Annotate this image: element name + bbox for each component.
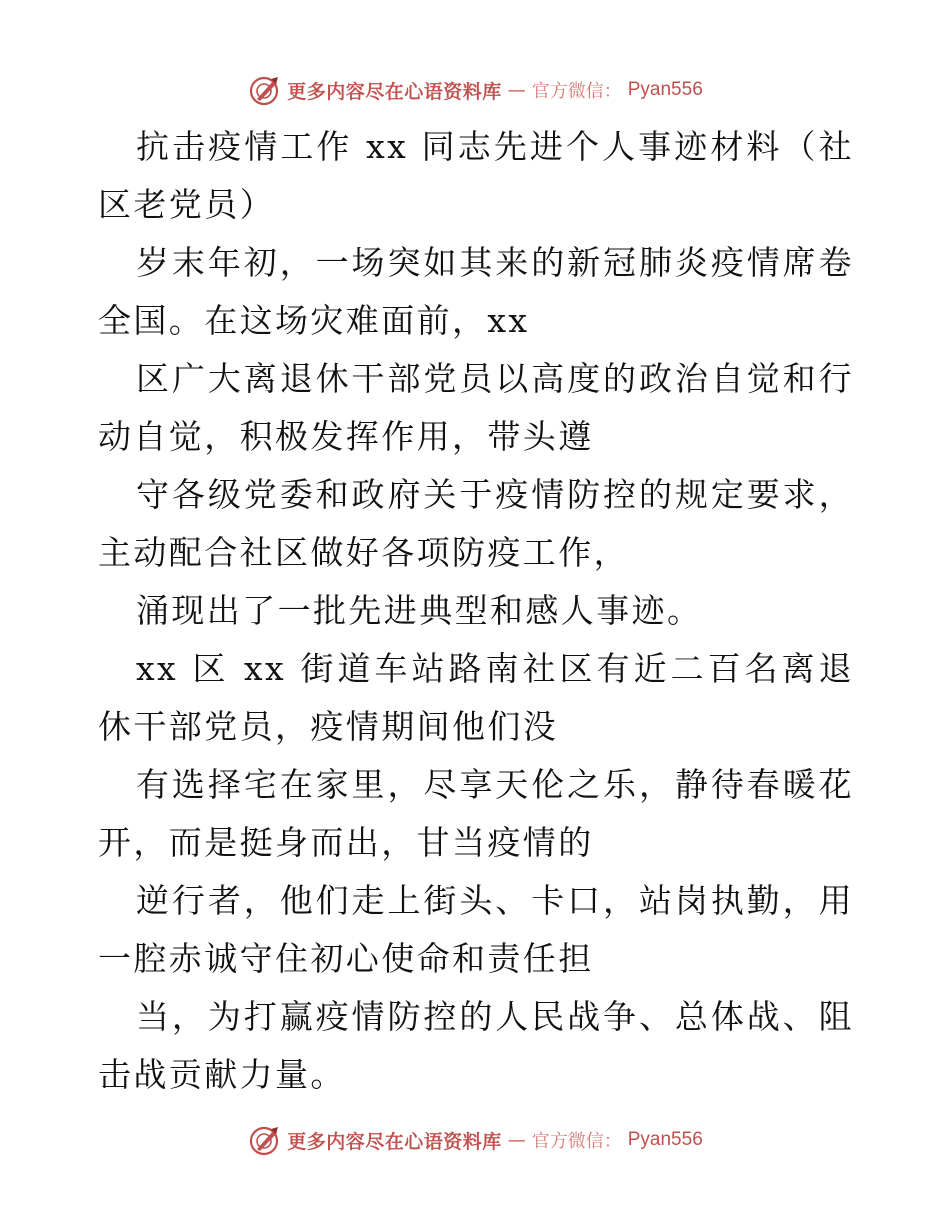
banner-wechat-id: Pyan556 (627, 1129, 703, 1150)
paragraph: 有选择宅在家里，尽享天伦之乐，静待春暖花开，而是挺身而出，甘当疫情的 (98, 765, 854, 862)
document-title: 抗击疫情工作 xx 同志先进个人事迹材料（社区老党员） (98, 127, 854, 224)
banner-wechat-id: Pyan556 (627, 79, 703, 100)
paragraph: 区广大离退休干部党员以高度的政治自觉和行动自觉，积极发挥作用，带头遵 (98, 359, 854, 456)
banner-official-label: 官方微信： (531, 1131, 622, 1152)
footer-banner (0, 1120, 950, 1160)
paragraph: 当，为打赢疫情防控的人民战争、总体战、阻击战贡献力量。 (98, 997, 854, 1094)
banner-separator: — (507, 1129, 526, 1151)
document-body (98, 118, 854, 1104)
banner-brand-text: 更多内容尽在心语资料库 (287, 1130, 502, 1153)
paragraph: 岁末年初，一场突如其来的新冠肺炎疫情席卷全国。在这场灾难面前，xx (98, 243, 854, 340)
banner-brand-text: 更多内容尽在心语资料库 (287, 80, 502, 103)
paragraph: 守各级党委和政府关于疫情防控的规定要求，主动配合社区做好各项防疫工作， (98, 475, 854, 572)
paragraph: 涌现出了一批先进典型和感人事迹。 (136, 591, 703, 630)
brand-logo-icon (247, 1123, 281, 1157)
banner-separator: — (507, 79, 526, 101)
brand-logo-icon (247, 73, 281, 107)
banner-official-label: 官方微信： (531, 81, 622, 102)
paragraph: 逆行者，他们走上街头、卡口，站岗执勤，用一腔赤诚守住初心使命和责任担 (98, 881, 854, 978)
header-banner (0, 70, 950, 110)
paragraph: xx 区 xx 街道车站路南社区有近二百名离退休干部党员，疫情期间他们没 (98, 649, 854, 746)
